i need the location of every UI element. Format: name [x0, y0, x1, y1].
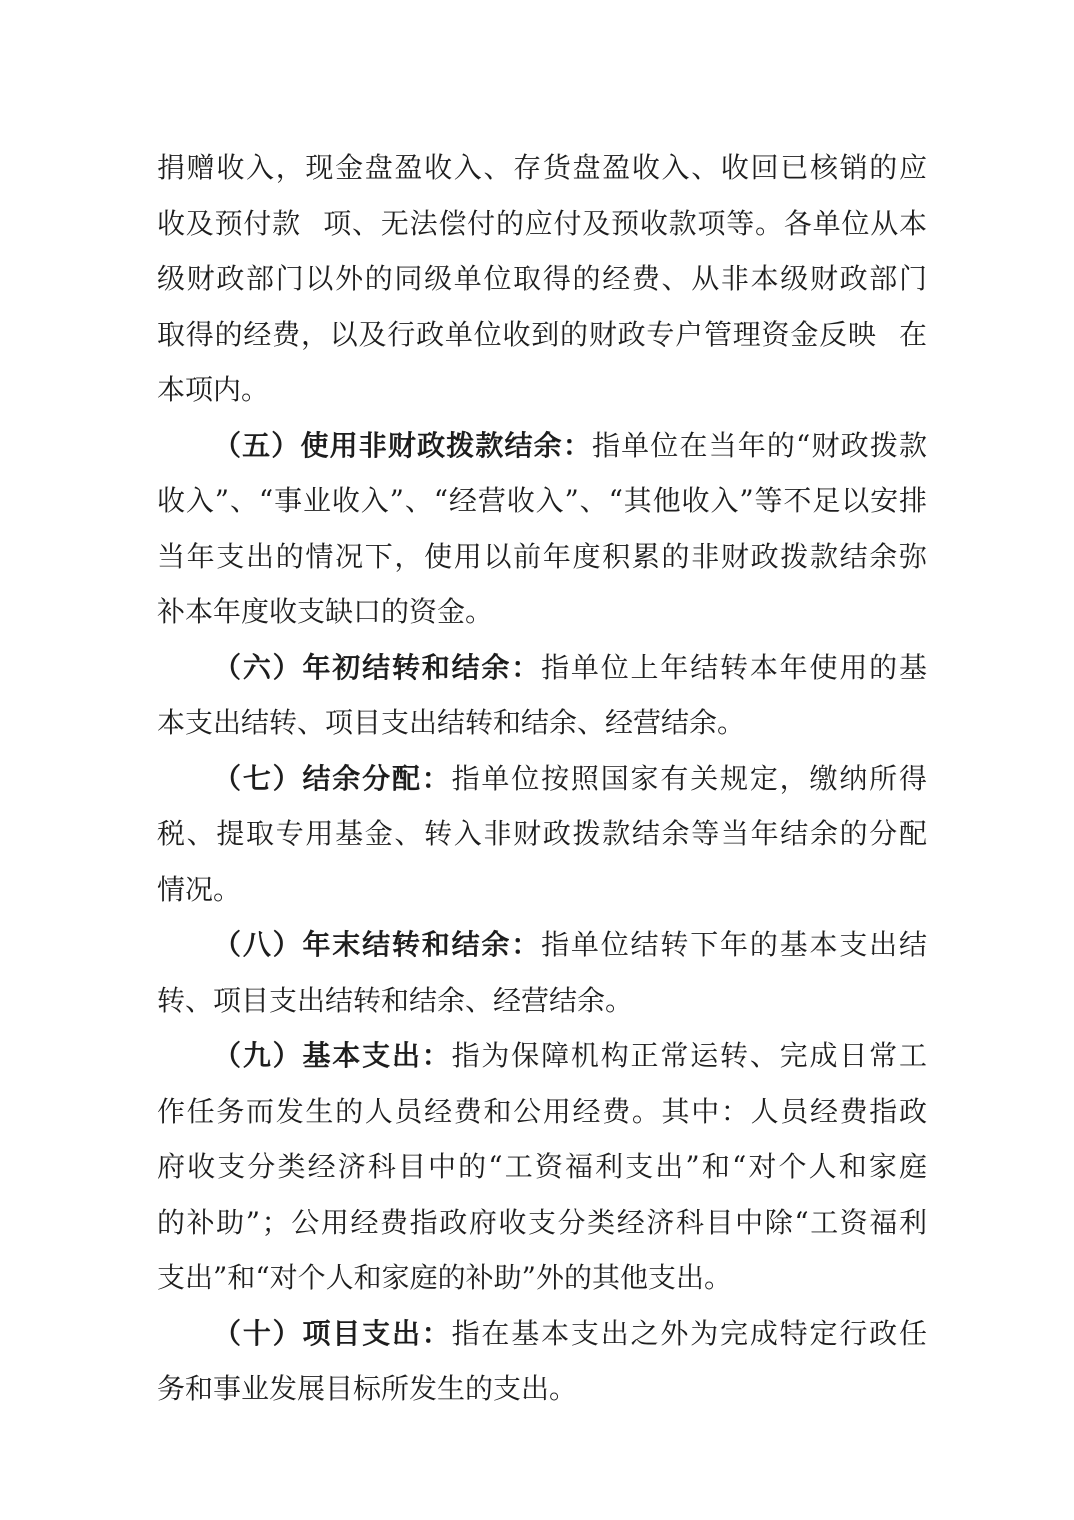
paragraph-5-use-of-non-fiscal-appropriation-balance — [157, 418, 927, 640]
line-text: 级财政部门以外的同级单位取得的经费、从非本级财政部门 — [157, 262, 929, 295]
document-line — [157, 862, 927, 918]
line-text: 务和事业发展目标所发生的支出。 — [157, 1372, 578, 1405]
line-text: 取得的经费，以及行政单位收到的财政专户管理资金反映 在 — [157, 317, 928, 351]
line-heading-text: （八）年末结转和结余： — [213, 928, 542, 961]
line-text: 税、提取专用基金、转入非财政拨款结余等当年结余的分配 — [157, 817, 929, 850]
document-line — [157, 418, 927, 474]
line-text: 作任务而发生的人员经费和公用经费。其中：人员经费指政 — [157, 1094, 929, 1128]
line-text: 本项内。 — [157, 373, 270, 406]
document-line — [157, 1195, 927, 1251]
line-text: 指为保障机构正常运转、完成日常工 — [451, 1039, 929, 1072]
paragraph-other-income-continuation — [157, 140, 927, 418]
line-heading-text: （五）使用非财政拨款结余： — [213, 428, 592, 462]
line-text: 捐赠收入，现金盘盈收入、存货盘盈收入、收回已核销的应 — [157, 151, 929, 184]
line-text: 情况。 — [157, 872, 242, 906]
document-line — [157, 362, 927, 418]
document-line — [157, 473, 927, 529]
document-line — [157, 751, 927, 807]
line-text: 指单位结转下年的基本支出结 — [541, 928, 929, 961]
line-text: 的补助”；公用经费指政府收支分类经济科目中除“工资福利 — [157, 1205, 929, 1239]
line-heading-text: （六）年初结转和结余： — [213, 650, 542, 684]
line-text: 本支出结转、项目支出结转和结余、经营结余。 — [157, 706, 746, 739]
line-text: 转、项目支出结转和结余、经营结余。 — [157, 983, 634, 1017]
paragraph-9-basic-expenditure — [157, 1028, 930, 1306]
document-line — [157, 695, 927, 751]
document-line — [157, 1084, 927, 1140]
line-text: 府收支分类经济科目中的“工资福利支出”和“对个人和家庭 — [157, 1150, 930, 1183]
line-text: 指单位按照国家有关规定，缴纳所得 — [451, 761, 929, 795]
line-text: 支出”和“对个人和家庭的补助”外的其他支出。 — [157, 1261, 732, 1294]
line-text: 指单位上年结转本年使用的基 — [541, 650, 929, 684]
line-text: 收入”、“事业收入”、“经营收入”、“其他收入”等不足以安排 — [157, 484, 928, 517]
line-text: 当年支出的情况下，使用以前年度积累的非财政拨款结余弥 — [157, 539, 929, 573]
document-line — [157, 806, 927, 862]
document-line — [157, 529, 927, 585]
document-line — [157, 973, 927, 1029]
line-text: 补本年度收支缺口的资金。 — [157, 595, 494, 628]
document-line — [157, 917, 927, 973]
paragraph-7-balance-distribution — [157, 751, 927, 918]
document-line — [157, 1361, 927, 1417]
document-line — [157, 640, 927, 696]
document-line — [157, 1306, 927, 1362]
line-text: 指单位在当年的“财政拨款 — [591, 428, 929, 462]
document-line — [157, 1028, 927, 1084]
line-heading-text: （七）结余分配： — [213, 761, 452, 795]
paragraph-10-project-expenditure — [157, 1306, 927, 1417]
document-line — [157, 196, 927, 252]
line-text: 收及预付款 项、无法偿付的应付及预收款项等。各单位从本 — [157, 206, 928, 240]
line-heading-text: （九）基本支出： — [213, 1039, 452, 1072]
document-line — [157, 1250, 927, 1306]
line-text: 指在基本支出之外为完成特定行政任 — [451, 1316, 929, 1350]
paragraph-8-year-end-carryover-and-balance — [157, 917, 927, 1028]
document-line — [157, 1139, 930, 1195]
paragraph-6-beginning-of-year-carryover-and-balance — [157, 640, 927, 751]
line-heading-text: （十）项目支出： — [213, 1316, 452, 1350]
document-line — [157, 251, 927, 307]
document-line — [157, 584, 927, 640]
document-line — [157, 140, 927, 196]
document-line — [157, 307, 927, 363]
document-text-block — [157, 140, 930, 1417]
